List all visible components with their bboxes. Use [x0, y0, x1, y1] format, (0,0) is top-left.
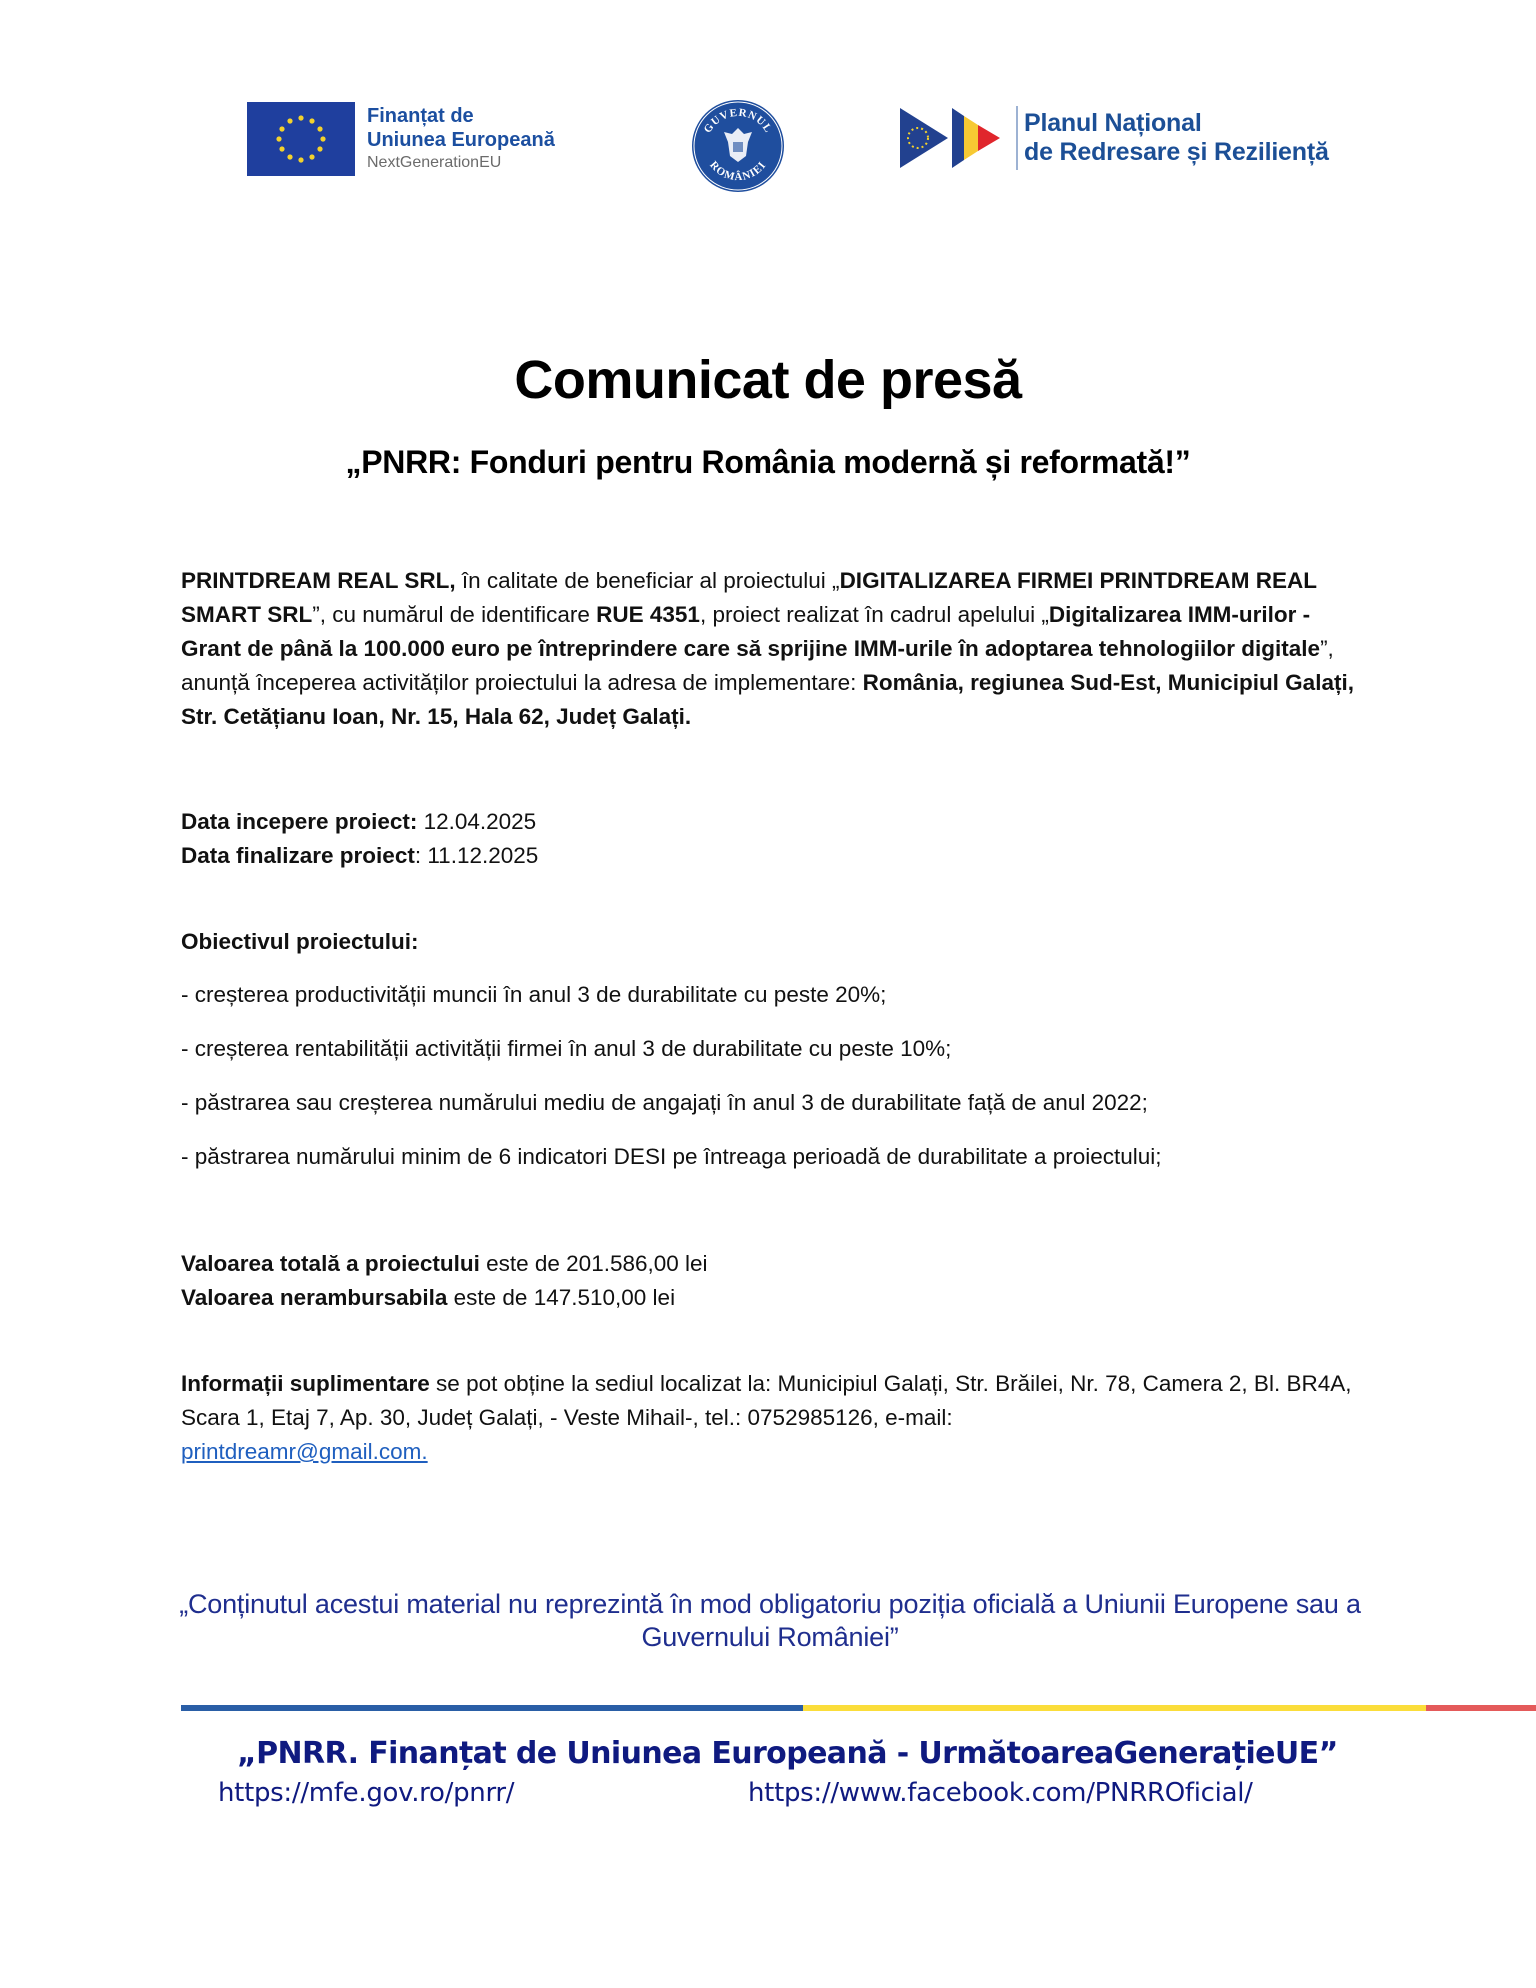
- project-name: DIGITALIZAREA FIRMEI PRINTDREAM REAL SMART SRL: [181, 568, 1317, 627]
- intro-paragraph: [181, 564, 1361, 734]
- end-date-row: [181, 839, 1361, 873]
- grant-value-label: Valoarea nerambursabila: [181, 1285, 448, 1310]
- total-value-row: [181, 1247, 1361, 1281]
- color-bar-blue: [181, 1705, 803, 1711]
- disclaimer: „Conținutul acestui material nu reprezintă în mod obligatoriu poziția oficială a Uniunii Europene sau a Guvernului României”: [179, 1589, 1361, 1652]
- pnrr-logo-line2: de Redresare și Reziliență: [1024, 138, 1329, 166]
- header-logos: [0, 98, 1536, 198]
- project-values: [181, 1247, 1361, 1315]
- intro-text-1: în calitate de beneficiar al proiectului „: [455, 568, 840, 593]
- beneficiary-name: PRINTDREAM REAL SRL,: [181, 568, 456, 593]
- total-value-text: este de 201.586,00 lei: [479, 1251, 708, 1276]
- eu-funding-logo: [247, 102, 555, 176]
- objective-item: - păstrarea sau creșterea numărului mediu de angajați în anul 3 de durabilitate față de anul 2022;: [181, 1090, 1148, 1115]
- project-id: RUE 4351: [596, 602, 700, 627]
- eu-logo-line2: Uniunea Europeană: [367, 129, 555, 151]
- objectives-list: [181, 978, 1361, 1194]
- objective-item: - creșterea productivității muncii în anul 3 de durabilitate cu peste 20%;: [181, 982, 887, 1007]
- grant-value-row: [181, 1281, 1361, 1315]
- total-value-label: Valoarea totală a proiectului: [181, 1251, 480, 1276]
- color-bar-red: [1426, 1705, 1536, 1711]
- start-date-label: Data incepere proiect:: [181, 809, 418, 834]
- page-subtitle: „PNRR: Fonduri pentru România modernă și reformată!”: [345, 444, 1191, 480]
- pnrr-arrow-mark-icon: [900, 106, 1010, 170]
- email-link[interactable]: printdreamr@gmail.com.: [181, 1439, 428, 1464]
- implementation-address: România, regiunea Sud-Est, Municipiul Galați, Str. Cetățianu Ioan, Nr. 15, Hala 62, Județ Galați.: [181, 670, 1354, 729]
- pnrr-separator: [1016, 106, 1018, 170]
- pnrr-logo: [900, 106, 1329, 170]
- svg-text:GUVERNUL: GUVERNUL: [701, 106, 775, 136]
- contact-info: [181, 1367, 1361, 1469]
- flag-color-bar: [181, 1705, 1536, 1711]
- end-date-label: Data finalizare proiect: [181, 843, 415, 868]
- start-date-row: [181, 805, 1361, 839]
- intro-text-4: ”, anunță începerea activităților proiectului la adresa de implementare:: [181, 636, 1334, 695]
- call-name: Digitalizarea IMM-urilor - Grant de până la 100.000 euro pe întreprindere care să sprijine IMM-urile în adoptarea tehnologiilor digitale: [181, 602, 1321, 661]
- facebook-pnrr-link[interactable]: https://www.facebook.com/PNRROficial/: [748, 1778, 1253, 1808]
- intro-text-3: , proiect realizat în cadrul apelului „: [699, 602, 1049, 627]
- color-bar-yellow: [803, 1705, 1426, 1711]
- pnrr-logo-line1: Planul Național: [1024, 109, 1202, 137]
- page-title: Comunicat de presă: [514, 350, 1022, 410]
- project-dates: [181, 805, 1361, 873]
- eu-flag-icon: [247, 102, 355, 176]
- objective-item: - creșterea rentabilității activității firmei în anul 3 de durabilitate cu peste 10%;: [181, 1036, 952, 1061]
- mfe-pnrr-link[interactable]: https://mfe.gov.ro/pnrr/: [218, 1778, 515, 1808]
- info-text: se pot obține la sediul localizat la: Municipiul Galați, Str. Brăilei, Nr. 78, Camera 2, Bl. BR4A, Scara 1, Etaj 7, Ap. 30, Județ Galați, - Veste Mihail-, tel.: 0752985126, e-mail:: [181, 1371, 1352, 1430]
- eu-logo-line3: NextGenerationEU: [367, 154, 502, 171]
- eu-logo-line1: Finanțat de: [367, 105, 474, 127]
- footer-slogan: „PNRR. Finanțat de Uniunea Europeană - UrmătoareaGenerațieUE”: [237, 1736, 1338, 1771]
- intro-text-2: ”, cu numărul de identificare: [312, 602, 597, 627]
- romanian-government-seal-icon: [690, 98, 786, 194]
- svg-text:ROMÂNIEI: ROMÂNIEI: [707, 159, 769, 184]
- start-date-value: 12.04.2025: [417, 809, 537, 834]
- info-label: Informații suplimentare: [181, 1371, 430, 1396]
- end-date-value: : 11.12.2025: [414, 843, 539, 868]
- grant-value-text: este de 147.510,00 lei: [447, 1285, 676, 1310]
- objective-item: - păstrarea numărului minim de 6 indicatori DESI pe întreaga perioadă de durabilitate a proiectului;: [181, 1144, 1162, 1169]
- objectives-title: Obiectivul proiectului:: [181, 929, 419, 954]
